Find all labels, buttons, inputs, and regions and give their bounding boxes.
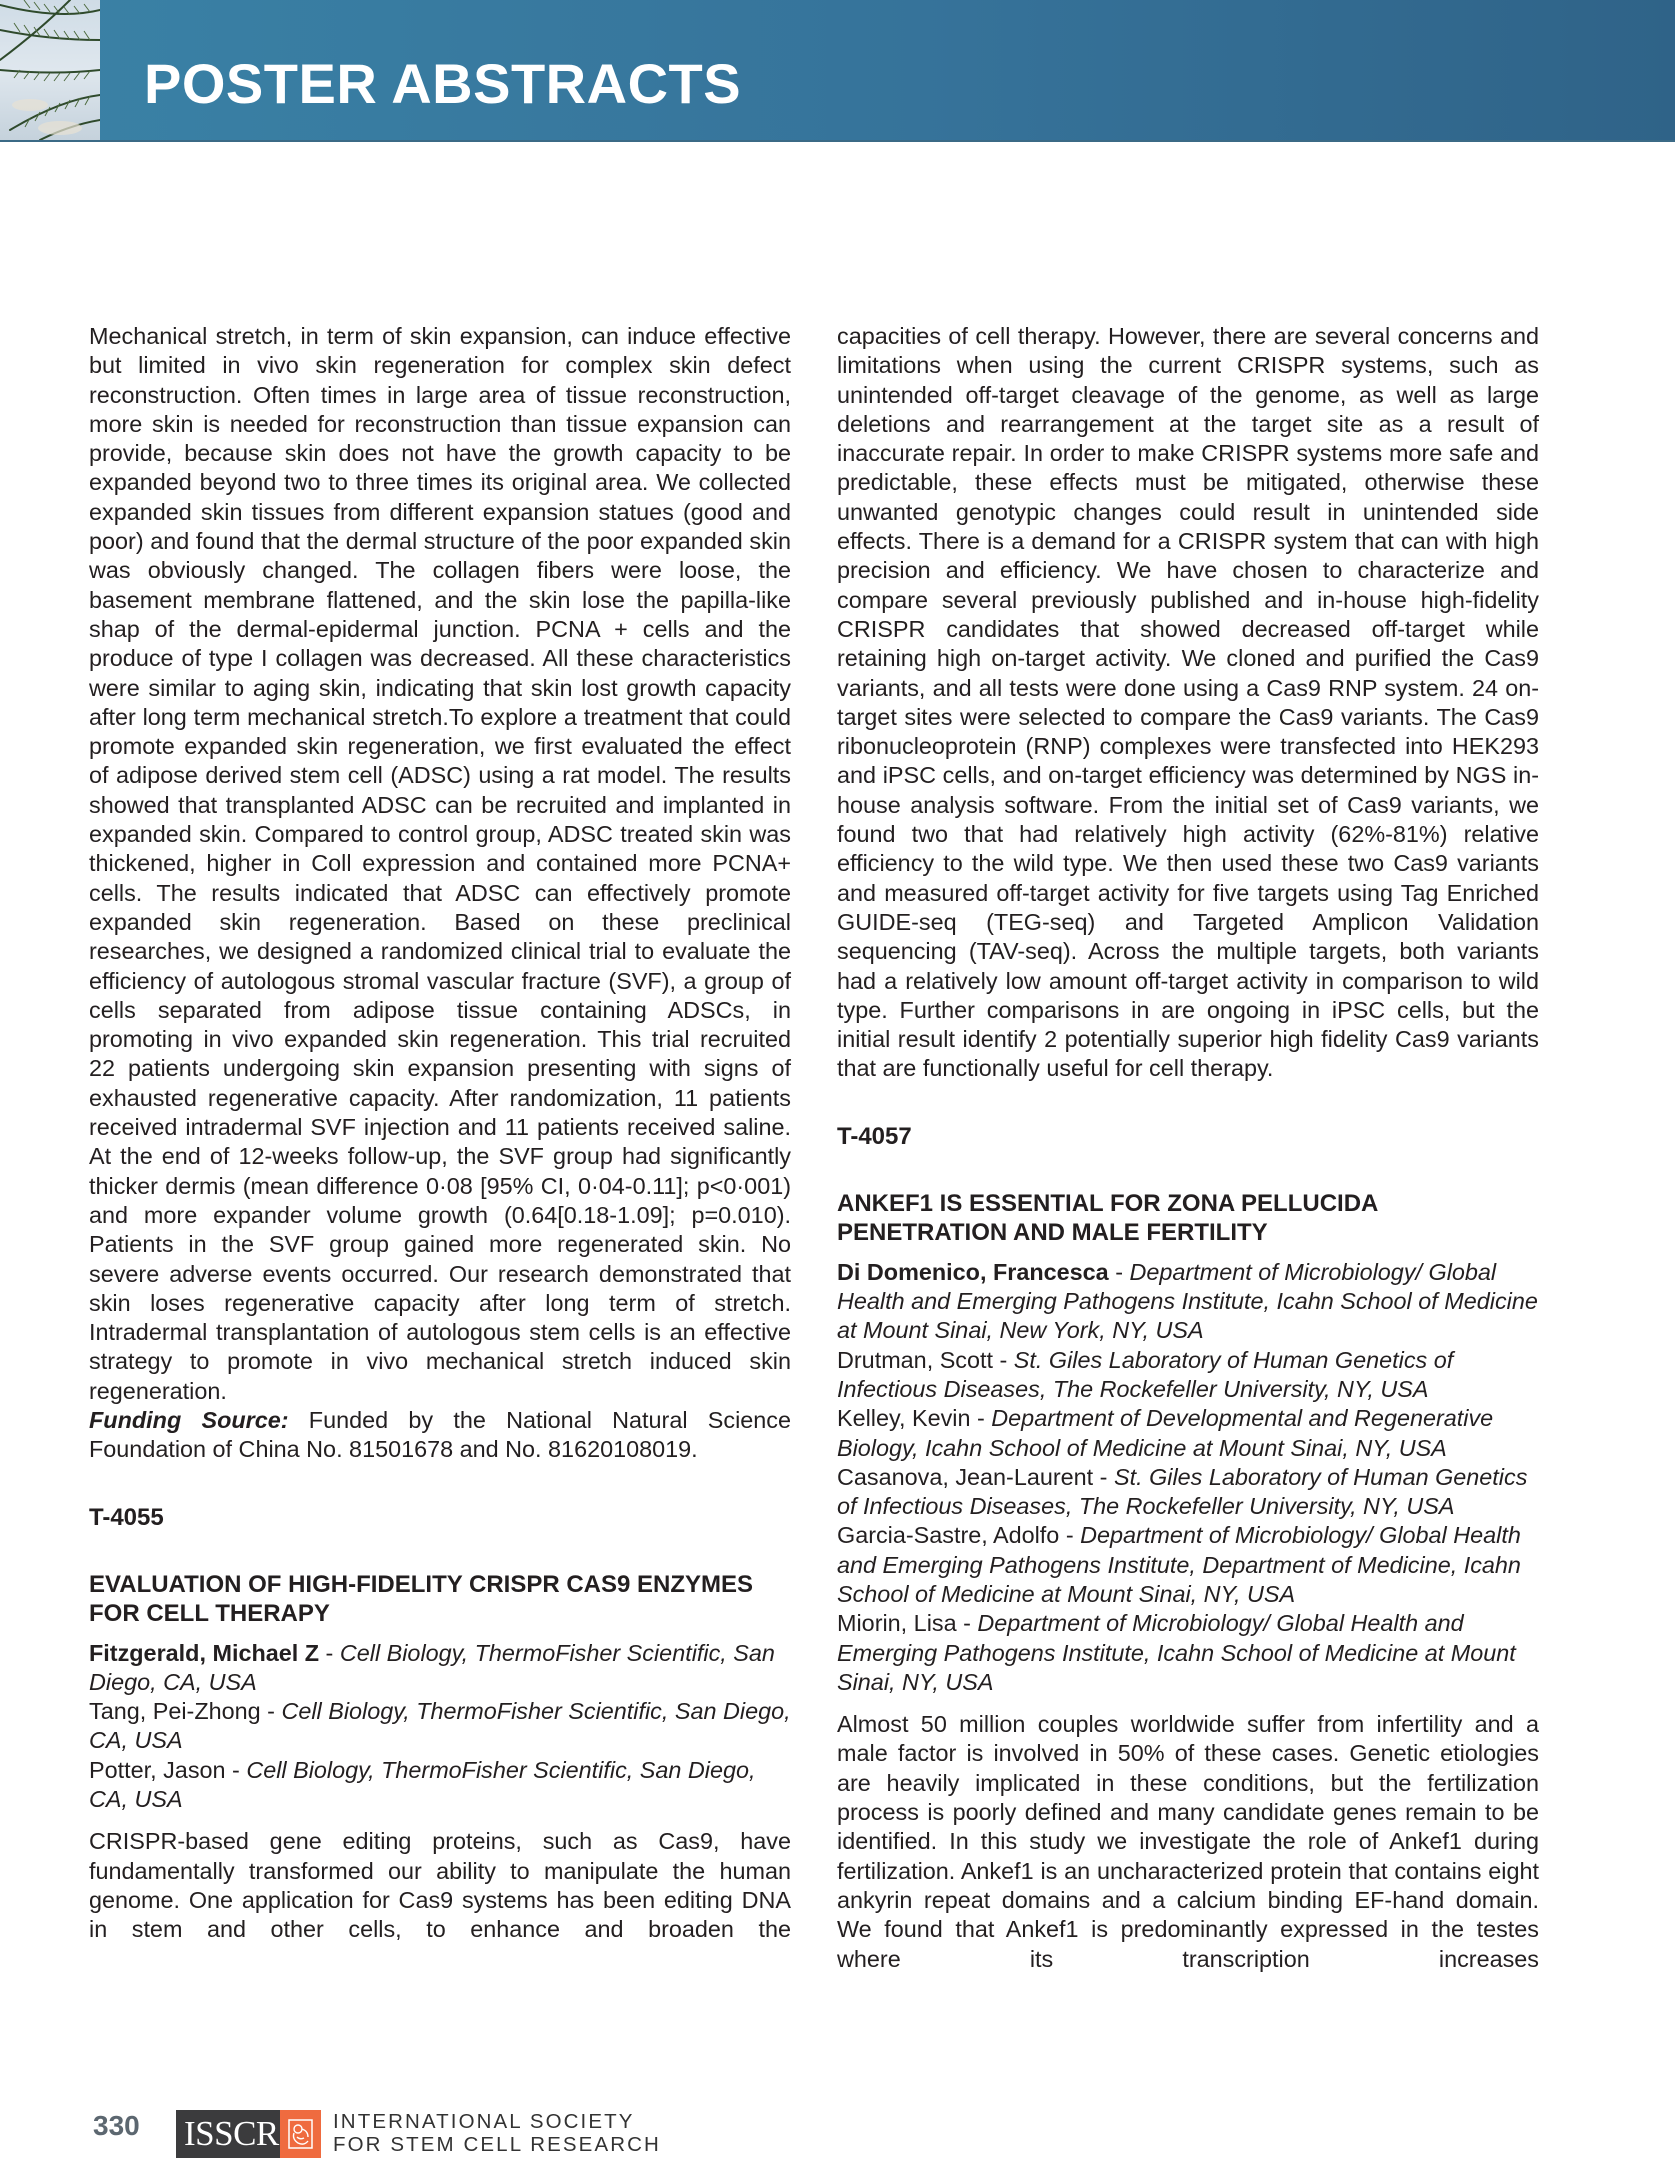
author-affiliation: Department of Microbiology/ Global Health and Emerging Pathogens Institute, Icahn School of Medicine at Mount Sinai, New York, NY, USA — [837, 1258, 1538, 1344]
abstract-body-continued: capacities of cell therapy. However, there are several concerns and limitations when using the current CRISPR systems, such as unintended off-target cleavage of the genome, as well as large deletions and rearrangement at the target site as a result of inaccurate repair. In order to make CRISPR systems more safe and predictable, these effects must be mitigated, otherwise these unwanted genotypic changes could result in unintended side effects. There is a demand for a CRISPR system that can with high precision and efficiency. We have chosen to characterize and compare several previously published and in-house high-fidelity CRISPR candidates that showed decreased off-target while retaining high on-target activity. We cloned and purified the Cas9 variants, and all tests were done using a Cas9 RNP system. 24 on-target sites were selected to compare the Cas9 variants. The Cas9 ribonucleoprotein (RNP) complexes were transfected into HEK293 and iPSC cells, and on-target efficiency was determined by NGS in-house analysis software. From the initial set of Cas9 variants, we found two that had relatively high activity (62%-81%) relative efficiency to the wild type. We then used these two Cas9 variants and measured off-target activity for five targets using Tag Enriched GUIDE-seq (TEG-seq) and Targeted Amplicon Validation sequencing (TAV-seq). Across the multiple targets, both variants had a relatively low amount off-target activity in comparison to wild type. Further comparisons in are ongoing in iPSC cells, but the initial result identify 2 potentially superior high fidelity Cas9 variants that are functionally useful for cell therapy. — [837, 323, 1539, 1082]
author-affiliation: Cell Biology, ThermoFisher Scientific, San Diego, CA, USA — [89, 1756, 756, 1813]
logo-wordmark: ISSCR — [184, 2114, 279, 2153]
author-separator: - — [319, 1639, 340, 1666]
author-name: Fitzgerald, Michael Z — [89, 1639, 320, 1666]
abstract-title: EVALUATION OF HIGH-FIDELITY CRISPR CAS9 ENZYMES FOR CELL THERAPY — [89, 1570, 754, 1628]
author-name: Casanova, Jean-Laurent — [837, 1463, 1094, 1490]
author-list — [89, 1639, 791, 1815]
abstract-body: CRISPR-based gene editing proteins, such as Cas9, have fundamentally transformed our ability to manipulate the human genome. One application for Cas9 systems has been editing DNA in stem and other cells, to enhance and broaden the — [89, 1828, 791, 1943]
author-entry — [837, 1463, 1539, 1522]
funding-source — [89, 1406, 791, 1465]
abstract-id: T-4057 — [837, 1122, 912, 1150]
page-footer — [0, 2050, 1675, 2156]
author-affiliation: Department of Microbiology/ Global Health and Emerging Pathogens Institute, Icahn School of Medicine at Mount Sinai, NY, USA — [837, 1610, 1516, 1695]
author-name: Miorin, Lisa — [837, 1610, 957, 1637]
society-name-line1: INTERNATIONAL SOCIETY — [333, 2110, 635, 2133]
author-separator: - — [1093, 1463, 1114, 1490]
palm-tree-banner-image — [0, 0, 100, 140]
author-separator: - — [260, 1698, 282, 1725]
author-entry — [89, 1756, 791, 1815]
author-name: Kelley, Kevin — [837, 1405, 971, 1432]
author-entry — [837, 1404, 1539, 1463]
author-separator: - — [1059, 1522, 1081, 1549]
author-affiliation: Cell Biology, ThermoFisher Scientific, San Diego, CA, USA — [89, 1698, 791, 1754]
author-separator: - — [956, 1610, 978, 1637]
author-entry — [837, 1521, 1539, 1609]
author-name: Drutman, Scott — [837, 1346, 993, 1373]
abstract-body: Almost 50 million couples worldwide suffer from infertility and a male factor is involved in 50% of these cases. Genetic etiologies are heavily implicated in these conditions, but the fertilization process is poorly defined and many candidate genes remain to be identified. In this study we investigate the role of Ankef1 during fertilization. Ankef1 is an uncharacterized protein that contains eight ankyrin repeat domains and a calcium binding EF-hand domain. We found that Ankef1 is predominantly expressed in the testes where its transcription increases — [837, 1711, 1539, 1972]
isscr-spiral-icon — [288, 2119, 313, 2149]
author-name: Potter, Jason — [89, 1756, 226, 1783]
author-entry — [837, 1609, 1539, 1697]
author-separator: - — [1108, 1258, 1130, 1285]
logo-emblem — [280, 2110, 321, 2158]
funding-label: Funding Source: — [89, 1406, 289, 1433]
author-entry — [89, 1639, 791, 1698]
author-entry — [89, 1697, 791, 1756]
funding-text: Funded by the National Natural Science Foundation of China No. 81501678 and No. 81620108019. — [89, 1406, 792, 1463]
author-separator: - — [993, 1346, 1014, 1373]
author-entry — [837, 1346, 1539, 1405]
author-name: Garcia-Sastre, Adolfo — [837, 1522, 1060, 1549]
author-affiliation: Cell Biology, ThermoFisher Scientific, San Diego, CA, USA — [89, 1639, 775, 1695]
page-title: POSTER ABSTRACTS — [144, 52, 742, 115]
society-name-line2: FOR STEM CELL RESEARCH — [333, 2133, 661, 2156]
right-column — [837, 322, 1539, 1974]
abstract-body-continued: Mechanical stretch, in term of skin expansion, can induce effective but limited in vivo skin regeneration for complex skin defect reconstruction. Often times in large area of tissue reconstruction, more skin is needed for reconstruction than tissue expansion can provide, because skin does not have the growth capacity to be expanded beyond two to three times its original area. We collected expanded skin tissues from different expansion statues (good and poor) and found that the dermal structure of the poor expanded skin was obviously changed. The collagen fibers were loose, the basement membrane flattened, and the skin lose the papilla-like shap of the dermal-epidermal junction. PCNA + cells and the produce of type I collagen was decreased. All these characteristics were similar to aging skin, indicating that skin lost growth capacity after long term mechanical stretch.To explore a treatment that could promote expanded skin regeneration, we first evaluated the effect of adipose derived stem cell (ADSC) using a rat model. The results showed that transplanted ADSC can be recruited and implanted in expanded skin. Compared to control group, ADSC treated skin was thickened, higher in Coll expression and contained more PCNA+ cells. The results indicated that ADSC can effectively promote expanded skin regeneration. Based on these preclinical researches, we designed a randomized clinical trial to evaluate the efficiency of autologous stromal vascular fracture (SVF), a group of cells separated from adipose tissue containing ADSCs, in promoting in vivo expanded skin regeneration. This trial recruited 22 patients undergoing skin expansion presenting with signs of exhausted regenerative capacity. After randomization, 11 patients received intradermal SVF injection and 11 patients received saline. At the end of 12-weeks follow-up, the SVF group had significantly thicker dermis (mean difference 0·08 [95% CI, 0·04-0.11]; p<0·001) and more expander volume growth (0.64[0.18-1.09]; p=0.010). Patients in the SVF group gained more regenerated skin. No severe adverse events occurred. Our research demonstrated that skin loses regenerative capacity after long term of stretch. Intradermal transplantation of autologous stem cells is an effective strategy to promote in vivo mechanical stretch induced skin regeneration. — [89, 323, 791, 1404]
author-affiliation: St. Giles Laboratory of Human Genetics of Infectious Diseases, The Rockefeller University, NY, USA — [837, 1346, 1454, 1402]
author-separator: - — [225, 1756, 247, 1783]
author-affiliation: Department of Microbiology/ Global Health and Emerging Pathogens Institute, Department of Medicine, Icahn School of Medicine at Mount Sinai, NY, USA — [837, 1522, 1521, 1607]
abstract-id: T-4055 — [89, 1503, 164, 1531]
author-list — [837, 1258, 1539, 1697]
author-affiliation: Department of Developmental and Regenerative Biology, Icahn School of Medicine at Mount Sinai, NY, USA — [837, 1405, 1494, 1461]
isscr-logo — [176, 2110, 321, 2158]
author-name: Di Domenico, Francesca — [837, 1258, 1109, 1285]
author-affiliation: St. Giles Laboratory of Human Genetics of Infectious Diseases, The Rockefeller University, NY, USA — [837, 1463, 1528, 1520]
author-name: Tang, Pei-Zhong — [89, 1698, 261, 1725]
society-name — [333, 2110, 661, 2156]
abstract-title: ANKEF1 IS ESSENTIAL FOR ZONA PELLUCIDA PENETRATION AND MALE FERTILITY — [837, 1189, 1378, 1247]
author-entry — [837, 1258, 1539, 1346]
left-column — [89, 322, 791, 1945]
author-separator: - — [970, 1405, 992, 1432]
page-number: 330 — [93, 2110, 140, 2141]
palm-frond-icon — [0, 0, 100, 140]
page-header — [0, 0, 1675, 142]
